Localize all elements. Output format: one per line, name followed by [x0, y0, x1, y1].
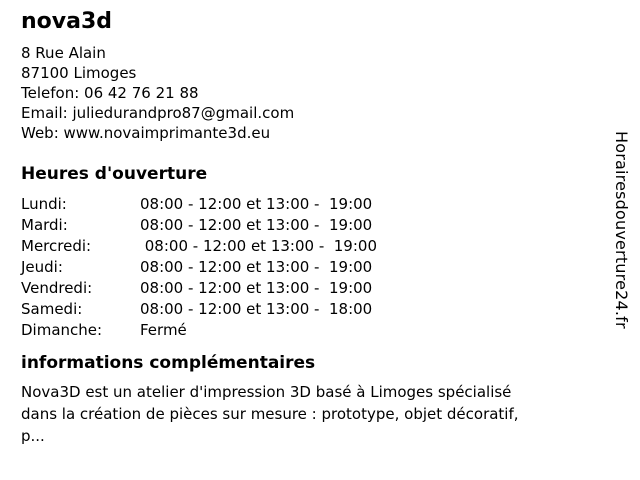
day-label: Mardi: — [21, 216, 68, 234]
hours-row-monday — [21, 194, 640, 215]
contact-block — [21, 43, 640, 143]
email-line: Email: juliedurandpro87@gmail.com — [21, 104, 295, 122]
web-line: Web: www.novaimprimante3d.eu — [21, 124, 271, 142]
day-hours: 08:00 - 12:00 et 13:00 - 19:00 — [140, 258, 373, 276]
hours-row-friday — [21, 278, 640, 299]
day-label: Jeudi: — [21, 258, 63, 276]
day-hours: 08:00 - 12:00 et 13:00 - 19:00 — [140, 216, 373, 234]
day-hours: 08:00 - 12:00 et 13:00 - 19:00 — [140, 279, 373, 297]
hours-row-wednesday — [21, 236, 640, 257]
day-hours: Fermé — [140, 321, 187, 339]
additional-info-title: informations complémentaires — [21, 353, 316, 373]
hours-row-saturday — [21, 299, 640, 320]
watermark-link[interactable]: Horairesdouverture24.fr — [612, 131, 631, 329]
opening-hours-table — [21, 194, 640, 341]
hours-row-tuesday — [21, 215, 640, 236]
day-label: Mercredi: — [21, 237, 92, 255]
phone-line: Telefon: 06 42 76 21 88 — [21, 84, 199, 102]
hours-row-sunday — [21, 320, 640, 341]
day-hours: 08:00 - 12:00 et 13:00 - 19:00 — [140, 195, 373, 213]
address-line-1: 8 Rue Alain — [21, 44, 106, 62]
day-label: Samedi: — [21, 300, 83, 318]
business-name: nova3d — [21, 9, 113, 34]
day-label: Vendredi: — [21, 279, 93, 297]
address-line-2: 87100 Limoges — [21, 64, 137, 82]
additional-info-text: Nova3D est un atelier d'impression 3D basé à Limoges spécialisé dans la création de pièces sur mesure : prototype, objet décoratif, p... — [21, 383, 519, 445]
day-label: Dimanche: — [21, 321, 103, 339]
day-hours: 08:00 - 12:00 et 13:00 - 18:00 — [140, 300, 373, 318]
hours-row-thursday — [21, 257, 640, 278]
day-label: Lundi: — [21, 195, 67, 213]
opening-hours-title: Heures d'ouverture — [21, 164, 208, 184]
day-hours: 08:00 - 12:00 et 13:00 - 19:00 — [140, 237, 377, 255]
